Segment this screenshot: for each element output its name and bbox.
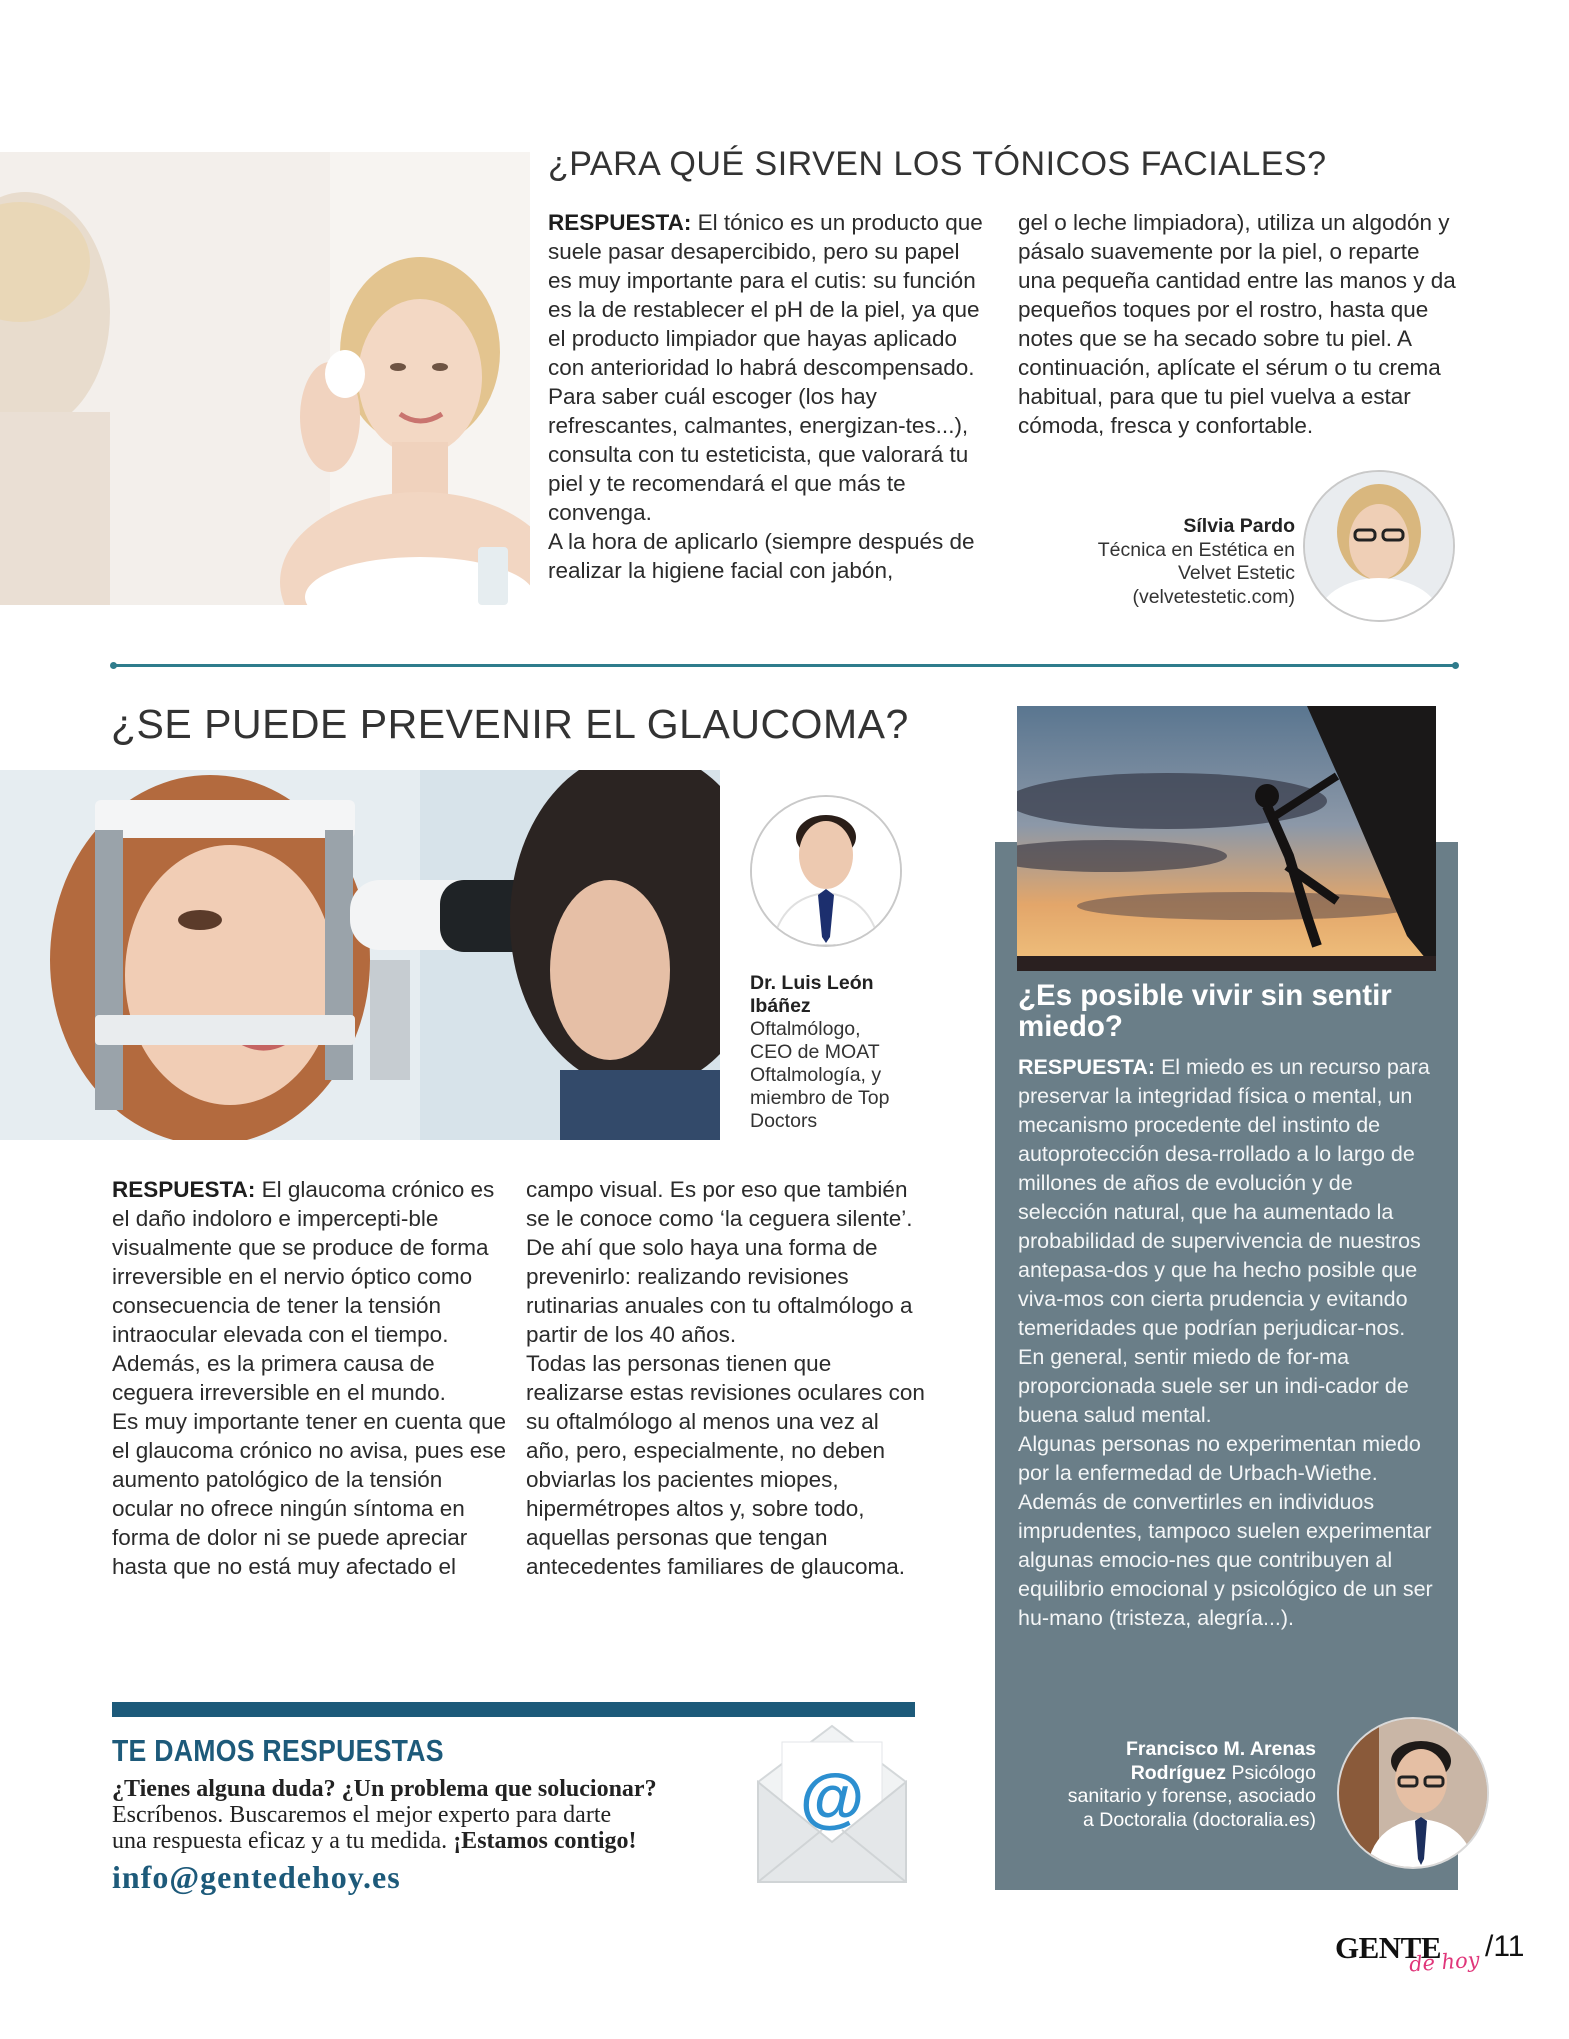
tonicos-column-1 — [548, 208, 988, 585]
leon-name-1: Dr. Luis León — [750, 972, 874, 994]
contact-question: ¿Tienes alguna duda? ¿Un problema que solucionar? — [112, 1776, 657, 1802]
tonicos-paragraph-1: RESPUESTA: El tónico es un producto que suele pasar desapercibido, pero su papel es muy importante para el cutis: su función es la de restablecer el pH de la piel, ya que el producto limpiador que hayas aplicado con anterioridad lo habrá descompensado. — [548, 210, 983, 380]
respuesta-label: RESPUESTA: — [548, 210, 692, 235]
magazine-brand-sub: de hoy — [1408, 1947, 1481, 1977]
page-number: /11 — [1485, 1930, 1525, 1963]
respuesta-label: RESPUESTA: — [112, 1177, 256, 1202]
arenas-credit — [1018, 1738, 1316, 1832]
pardo-avatar — [1303, 470, 1455, 622]
tonicos-paragraph-4: gel o leche limpiadora), utiliza un algodón y pásalo suavemente por la piel, o reparte una pequeña cantidad entre las manos y da pequeños toques por el rostro, hasta que notes que se ha secado sobre tu piel. A continuación, aplícate el sérum o tu crema habitual, para que tu piel vuelva a estar cómoda, fresca y confortable. — [1018, 210, 1456, 438]
pardo-credit — [1040, 515, 1295, 609]
leon-avatar — [750, 795, 902, 947]
contact-text — [112, 1776, 752, 1854]
miedo-title: ¿Es posible vivir sin sentir miedo? — [1018, 979, 1392, 1043]
glaucoma-paragraph-4: Todas las personas tienen que realizarse estas revisiones oculares con su oftalmólogo al menos una vez al año, pero, especialmente, no deben obviarlas los pacientes miopes, hipermétropes altos y, sobre todo, aquellas personas que tengan antecedentes familiares de glaucoma. — [526, 1351, 925, 1579]
leon-credit — [750, 972, 920, 1133]
pardo-name: Sílvia Pardo — [1183, 515, 1295, 537]
leon-role-2: CEO de MOAT — [750, 1041, 880, 1063]
glaucoma-paragraph-3: campo visual. Es por eso que también se le conoce como ‘la ceguera silente’. De ahí que solo haya una forma de prevenirlo: realizando revisiones rutinarias anuales con tu oftalmólogo a partir de los 40 años. — [526, 1177, 913, 1347]
tonicos-column-2 — [1018, 208, 1458, 440]
glaucoma-column-1 — [112, 1175, 507, 1581]
eye-exam-photo — [0, 770, 720, 1140]
svg-text:@: @ — [799, 1760, 865, 1834]
arenas-name-2: Rodríguez — [1130, 1761, 1227, 1784]
climber-illustration — [1017, 706, 1436, 971]
contact-text-bold: ¡Estamos contigo! — [453, 1828, 637, 1854]
leon-role-3: Oftalmología, y — [750, 1064, 882, 1086]
arenas-line-2: Rodríguez Psicólogo — [1130, 1761, 1316, 1784]
toner-woman-photo — [0, 152, 530, 605]
climber-sunset-photo — [1017, 706, 1436, 971]
arenas-name-1: Francisco M. Arenas — [1125, 1738, 1316, 1760]
leon-role-1: Oftalmólogo, — [750, 1018, 861, 1040]
miedo-paragraph-1: RESPUESTA: El miedo es un recurso para preservar la integridad física o mental, un mecanismo procedente del instinto de autoprotección desa-rrollado a lo largo de millones de años de evolución y de selección natural, que ha aumentado la probabilidad de supervivencia de nuestros antepasa-dos y que ha hecho posible que viva-mos con cierta prudencia y evitando temeridades que podrían perjudicar-nos. En general, sentir miedo de for-ma proporcionada suele ser un indi-cador de buena salud mental. — [1018, 1055, 1430, 1427]
glaucoma-column-2 — [526, 1175, 926, 1581]
glaucoma-title: ¿SE PUEDE PREVENIR EL GLAUCOMA? — [111, 701, 909, 747]
contact-text-1: Escríbenos. Buscaremos el mejor experto para darte — [112, 1802, 612, 1828]
envelope-icon — [752, 1712, 912, 1888]
eye-exam-illustration — [0, 770, 720, 1140]
respuesta-label: RESPUESTA: — [1018, 1055, 1155, 1079]
contact-email-link[interactable]: info@gentedehoy.es — [112, 1859, 401, 1895]
arenas-role-2: sanitario y forense, asociado — [1067, 1785, 1316, 1807]
leon-role-5: Doctors — [750, 1110, 818, 1132]
glaucoma-paragraph-1: RESPUESTA: El glaucoma crónico es el daño indoloro e impercepti-ble visualmente que se produce de forma irreversible en el nervio óptico como consecuencia de tener la tensión intraocular elevada con el tiempo. Además, es la primera causa de ceguera irreversible en el mundo. — [112, 1177, 495, 1405]
leon-role-4: miembro de Top — [750, 1087, 890, 1109]
pardo-role-1: Técnica en Estética en — [1097, 538, 1295, 561]
contact-title: TE DAMOS RESPUESTAS — [112, 1733, 444, 1768]
miedo-paragraph-2: Algunas personas no experimentan miedo por la enfermedad de Urbach-Wiethe. Además de convertirles en individuos imprudentes, tampoco suelen experimentar algunas emocio-nes que contribuyen al equilibrio emocional y psicológico de un ser hu-mano (tristeza, alegría...). — [1018, 1432, 1433, 1630]
pardo-role-3: (velvetestetic.com) — [1132, 585, 1295, 608]
contact-text-2: una respuesta eficaz y a tu medida. ¡Estamos contigo! — [112, 1828, 637, 1854]
arenas-avatar — [1337, 1717, 1489, 1869]
tonicos-paragraph-2: Para saber cuál escoger (los hay refrescantes, calmantes, energizan-tes...), consulta con tu esteticista, que valorará tu piel y te recomendará el que más te convenga. — [548, 384, 969, 525]
tonicos-paragraph-3: A la hora de aplicarlo (siempre después de realizar la higiene facial con jabón, — [548, 529, 975, 583]
arenas-role-3: a Doctoralia (doctoralia.es) — [1082, 1808, 1316, 1831]
pardo-role-2: Velvet Estetic — [1177, 562, 1295, 584]
leon-name-2: Ibáñez — [750, 995, 811, 1017]
miedo-text — [1018, 1053, 1436, 1633]
tonicos-title: ¿PARA QUÉ SIRVEN LOS TÓNICOS FACIALES? — [548, 145, 1327, 183]
magazine-brand: GENTE — [1335, 1930, 1442, 1965]
magazine-logo — [1335, 1928, 1485, 1988]
section-divider — [113, 664, 1456, 667]
toner-photo-illustration — [0, 152, 530, 605]
glaucoma-paragraph-2: Es muy importante tener en cuenta que el glaucoma crónico no avisa, pues ese aumento patológico de la tensión ocular no ofrece ningún síntoma en forma de dolor ni se puede apreciar hasta que no está muy afectado el — [112, 1409, 506, 1579]
